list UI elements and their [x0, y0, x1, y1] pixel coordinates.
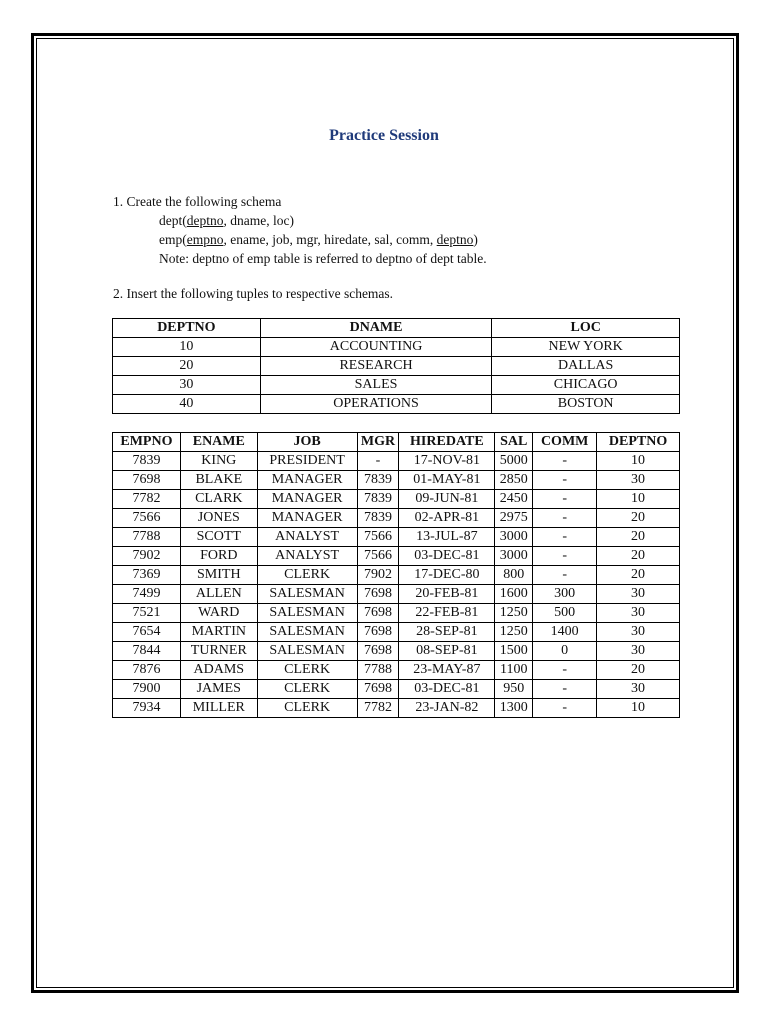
emp-cell: SALESMAN [257, 604, 357, 623]
emp-header-deptno: DEPTNO [597, 433, 680, 452]
emp-header-hiredate: HIREDATE [399, 433, 495, 452]
emp-cell: 7788 [357, 661, 399, 680]
emp-cell: 1250 [495, 623, 533, 642]
emp-row [113, 566, 680, 585]
emp-cell: CLERK [257, 699, 357, 718]
emp-cell: FORD [180, 547, 257, 566]
emp-cell: 7934 [113, 699, 181, 718]
emp-cell: 7698 [357, 623, 399, 642]
emp-cell: WARD [180, 604, 257, 623]
emp-cell: SALESMAN [257, 623, 357, 642]
emp-cell: 30 [597, 680, 680, 699]
emp-cell: 30 [597, 585, 680, 604]
schema-note: Note: deptno of emp table is referred to deptno of dept table. [159, 251, 487, 266]
emp-header-empno: EMPNO [113, 433, 181, 452]
emp-cell: 7839 [357, 471, 399, 490]
emp-cell: 30 [597, 471, 680, 490]
emp-cell: 20-FEB-81 [399, 585, 495, 604]
emp-row [113, 547, 680, 566]
emp-cell: MANAGER [257, 471, 357, 490]
emp-cell: 02-APR-81 [399, 509, 495, 528]
emp-cell: ADAMS [180, 661, 257, 680]
emp-cell: 20 [597, 509, 680, 528]
dept-cell: ACCOUNTING [260, 338, 492, 357]
emp-cell: 500 [533, 604, 597, 623]
emp-cell: 1500 [495, 642, 533, 661]
emp-cell: 09-JUN-81 [399, 490, 495, 509]
emp-cell: 2850 [495, 471, 533, 490]
emp-header-comm: COMM [533, 433, 597, 452]
emp-cell: 08-SEP-81 [399, 642, 495, 661]
emp-cell: 7902 [113, 547, 181, 566]
dept-cell: CHICAGO [492, 376, 680, 395]
emp-cell: PRESIDENT [257, 452, 357, 471]
emp-cell: 20 [597, 661, 680, 680]
emp-cell: 28-SEP-81 [399, 623, 495, 642]
emp-cell: 20 [597, 566, 680, 585]
emp-cell: 950 [495, 680, 533, 699]
dept-cell: RESEARCH [260, 357, 492, 376]
emp-cell: MARTIN [180, 623, 257, 642]
emp-cell: 7900 [113, 680, 181, 699]
emp-cell: 7698 [113, 471, 181, 490]
dept-cell: 30 [113, 376, 261, 395]
emp-cell: 17-DEC-80 [399, 566, 495, 585]
dept-row [113, 395, 680, 414]
dept-cell: 40 [113, 395, 261, 414]
emp-cell: 30 [597, 623, 680, 642]
schema-section [113, 192, 487, 268]
emp-cell: - [533, 699, 597, 718]
emp-cell: 7566 [357, 528, 399, 547]
emp-cell: 1250 [495, 604, 533, 623]
dept-cell: OPERATIONS [260, 395, 492, 414]
page-title: Practice Session [329, 127, 439, 144]
emp-cell: 17-NOV-81 [399, 452, 495, 471]
emp-cell: 7521 [113, 604, 181, 623]
emp-cell: KING [180, 452, 257, 471]
dept-header-loc: LOC [492, 319, 680, 338]
emp-cell: SMITH [180, 566, 257, 585]
emp-schema-line: emp(empno, ename, job, mgr, hiredate, sal, comm, deptno) [159, 232, 478, 247]
emp-cell: - [533, 528, 597, 547]
emp-cell: 2450 [495, 490, 533, 509]
emp-row [113, 585, 680, 604]
dept-row [113, 338, 680, 357]
emp-cell: 7654 [113, 623, 181, 642]
emp-cell: MILLER [180, 699, 257, 718]
emp-row [113, 604, 680, 623]
emp-cell: - [533, 566, 597, 585]
emp-cell: 300 [533, 585, 597, 604]
emp-cell: 7782 [357, 699, 399, 718]
emp-cell: MANAGER [257, 490, 357, 509]
emp-cell: - [533, 661, 597, 680]
emp-header-mgr: MGR [357, 433, 399, 452]
emp-row [113, 623, 680, 642]
emp-cell: 7844 [113, 642, 181, 661]
emp-cell: - [533, 490, 597, 509]
emp-cell: 10 [597, 490, 680, 509]
emp-cell: 22-FEB-81 [399, 604, 495, 623]
emp-cell: 7369 [113, 566, 181, 585]
emp-cell: 7839 [113, 452, 181, 471]
emp-cell: 7839 [357, 490, 399, 509]
emp-cell: 7698 [357, 585, 399, 604]
dept-schema-line: dept(deptno, dname, loc) [159, 213, 294, 228]
dept-cell: NEW YORK [492, 338, 680, 357]
emp-cell: 20 [597, 528, 680, 547]
emp-header-sal: SAL [495, 433, 533, 452]
emp-cell: 7902 [357, 566, 399, 585]
dept-header-dname: DNAME [260, 319, 492, 338]
emp-cell: CLERK [257, 680, 357, 699]
emp-cell: - [533, 680, 597, 699]
emp-cell: BLAKE [180, 471, 257, 490]
emp-cell: 30 [597, 604, 680, 623]
emp-cell: 03-DEC-81 [399, 547, 495, 566]
dept-cell: 20 [113, 357, 261, 376]
emp-header-ename: ENAME [180, 433, 257, 452]
emp-cell: 0 [533, 642, 597, 661]
emp-cell: 1400 [533, 623, 597, 642]
dept-cell: 10 [113, 338, 261, 357]
emp-cell: ANALYST [257, 547, 357, 566]
emp-cell: SALESMAN [257, 585, 357, 604]
emp-cell: ANALYST [257, 528, 357, 547]
emp-cell: 7566 [357, 547, 399, 566]
emp-cell: 7698 [357, 604, 399, 623]
emp-cell: 5000 [495, 452, 533, 471]
emp-cell: 800 [495, 566, 533, 585]
dept-cell: DALLAS [492, 357, 680, 376]
emp-cell: 1600 [495, 585, 533, 604]
emp-cell: 20 [597, 547, 680, 566]
emp-row [113, 452, 680, 471]
dept-header-deptno: DEPTNO [113, 319, 261, 338]
emp-primary-key: empno [186, 232, 224, 247]
insert-heading: 2. Insert the following tuples to respective schemas. [113, 286, 394, 301]
emp-cell: 2975 [495, 509, 533, 528]
emp-cell: 7839 [357, 509, 399, 528]
emp-table [112, 432, 680, 718]
emp-cell: 01-MAY-81 [399, 471, 495, 490]
emp-cell: - [357, 452, 399, 471]
emp-row [113, 509, 680, 528]
emp-cell: - [533, 471, 597, 490]
emp-cell: 7566 [113, 509, 181, 528]
emp-row [113, 680, 680, 699]
emp-cell: - [533, 509, 597, 528]
dept-table [112, 318, 680, 414]
emp-cell: 7782 [113, 490, 181, 509]
emp-cell: 30 [597, 642, 680, 661]
emp-cell: 13-JUL-87 [399, 528, 495, 547]
dept-primary-key: deptno [186, 213, 224, 228]
emp-cell: CLARK [180, 490, 257, 509]
emp-cell: MANAGER [257, 509, 357, 528]
emp-cell: - [533, 452, 597, 471]
emp-cell: - [533, 547, 597, 566]
emp-cell: 10 [597, 452, 680, 471]
emp-cell: 23-MAY-87 [399, 661, 495, 680]
emp-cell: ALLEN [180, 585, 257, 604]
emp-cell: 3000 [495, 547, 533, 566]
emp-cell: SCOTT [180, 528, 257, 547]
emp-cell: 7698 [357, 680, 399, 699]
emp-row [113, 490, 680, 509]
dept-cell: BOSTON [492, 395, 680, 414]
dept-row [113, 376, 680, 395]
emp-cell: 7499 [113, 585, 181, 604]
emp-cell: 7788 [113, 528, 181, 547]
emp-cell: 1300 [495, 699, 533, 718]
emp-foreign-key: deptno [436, 232, 474, 247]
dept-cell: SALES [260, 376, 492, 395]
emp-cell: 03-DEC-81 [399, 680, 495, 699]
emp-cell: 3000 [495, 528, 533, 547]
emp-cell: 10 [597, 699, 680, 718]
emp-header-job: JOB [257, 433, 357, 452]
emp-cell: JAMES [180, 680, 257, 699]
emp-cell: JONES [180, 509, 257, 528]
schema-heading: 1. Create the following schema [113, 194, 282, 209]
emp-cell: TURNER [180, 642, 257, 661]
emp-cell: 7876 [113, 661, 181, 680]
emp-cell: 7698 [357, 642, 399, 661]
emp-row [113, 661, 680, 680]
emp-row [113, 471, 680, 490]
dept-row [113, 357, 680, 376]
emp-row [113, 528, 680, 547]
emp-cell: CLERK [257, 661, 357, 680]
emp-cell: 1100 [495, 661, 533, 680]
emp-cell: SALESMAN [257, 642, 357, 661]
emp-cell: CLERK [257, 566, 357, 585]
emp-row [113, 642, 680, 661]
emp-row [113, 699, 680, 718]
emp-cell: 23-JAN-82 [399, 699, 495, 718]
